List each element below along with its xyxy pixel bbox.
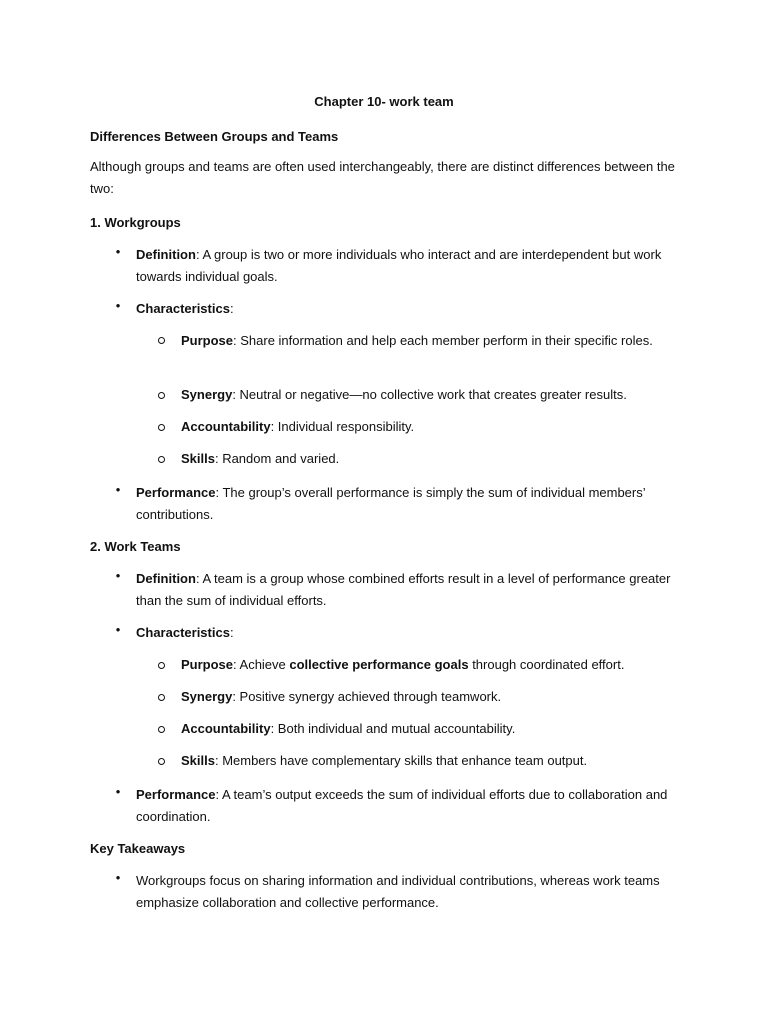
workteams-definition: Definition: A team is a group whose combined efforts result in a level of performance greater than the sum of individual efforts. (136, 571, 671, 608)
circle-bullet-icon (158, 758, 165, 765)
workgroups-heading: 1. Workgroups (90, 215, 181, 230)
bullet-icon: • (115, 870, 121, 885)
workteams-skills: Skills: Members have complementary skills that enhance team output. (181, 753, 588, 768)
circle-bullet-icon (158, 662, 165, 669)
circle-bullet-icon (158, 726, 165, 733)
bullet-icon: • (115, 482, 121, 497)
bullet-icon: • (115, 622, 121, 637)
bullet-icon: • (115, 784, 121, 799)
circle-bullet-icon (158, 337, 165, 344)
workteams-characteristics: Characteristics: (136, 625, 234, 640)
bullet-icon: • (115, 568, 121, 583)
circle-bullet-icon (158, 694, 165, 701)
bullet-icon: • (115, 244, 121, 259)
takeaway-item: Workgroups focus on sharing information and individual contributions, whereas work teams emphasize collaboration and collective performance. (136, 873, 660, 910)
circle-bullet-icon (158, 456, 165, 463)
workteams-performance: Performance: A team’s output exceeds the sum of individual efforts due to collaboration and coordination. (136, 787, 668, 824)
workteams-accountability: Accountability: Both individual and mutual accountability. (181, 721, 516, 736)
workgroups-synergy: Synergy: Neutral or negative—no collective work that creates greater results. (181, 387, 627, 402)
workgroups-skills: Skills: Random and varied. (181, 451, 340, 466)
workgroups-performance: Performance: The group’s overall performance is simply the sum of individual members’ contributions. (136, 485, 646, 522)
workgroups-definition: Definition: A group is two or more individuals who interact and are interdependent but work towards individual goals. (136, 247, 662, 284)
document-title: Chapter 10- work team (314, 94, 454, 109)
bullet-icon: • (115, 298, 121, 313)
workgroups-characteristics: Characteristics: (136, 301, 234, 316)
intro-paragraph: Although groups and teams are often used interchangeably, there are distinct differences between the two: (90, 159, 675, 196)
circle-bullet-icon (158, 392, 165, 399)
takeaways-heading: Key Takeaways (90, 841, 186, 856)
workteams-heading: 2. Work Teams (90, 539, 181, 554)
workgroups-accountability: Accountability: Individual responsibility. (181, 419, 415, 434)
circle-bullet-icon (158, 424, 165, 431)
workteams-purpose: Purpose: Achieve collective performance goals through coordinated effort. (181, 657, 625, 672)
workteams-synergy: Synergy: Positive synergy achieved through teamwork. (181, 689, 502, 704)
section-heading: Differences Between Groups and Teams (90, 129, 339, 144)
workgroups-purpose: Purpose: Share information and help each member perform in their specific roles. (181, 333, 653, 348)
